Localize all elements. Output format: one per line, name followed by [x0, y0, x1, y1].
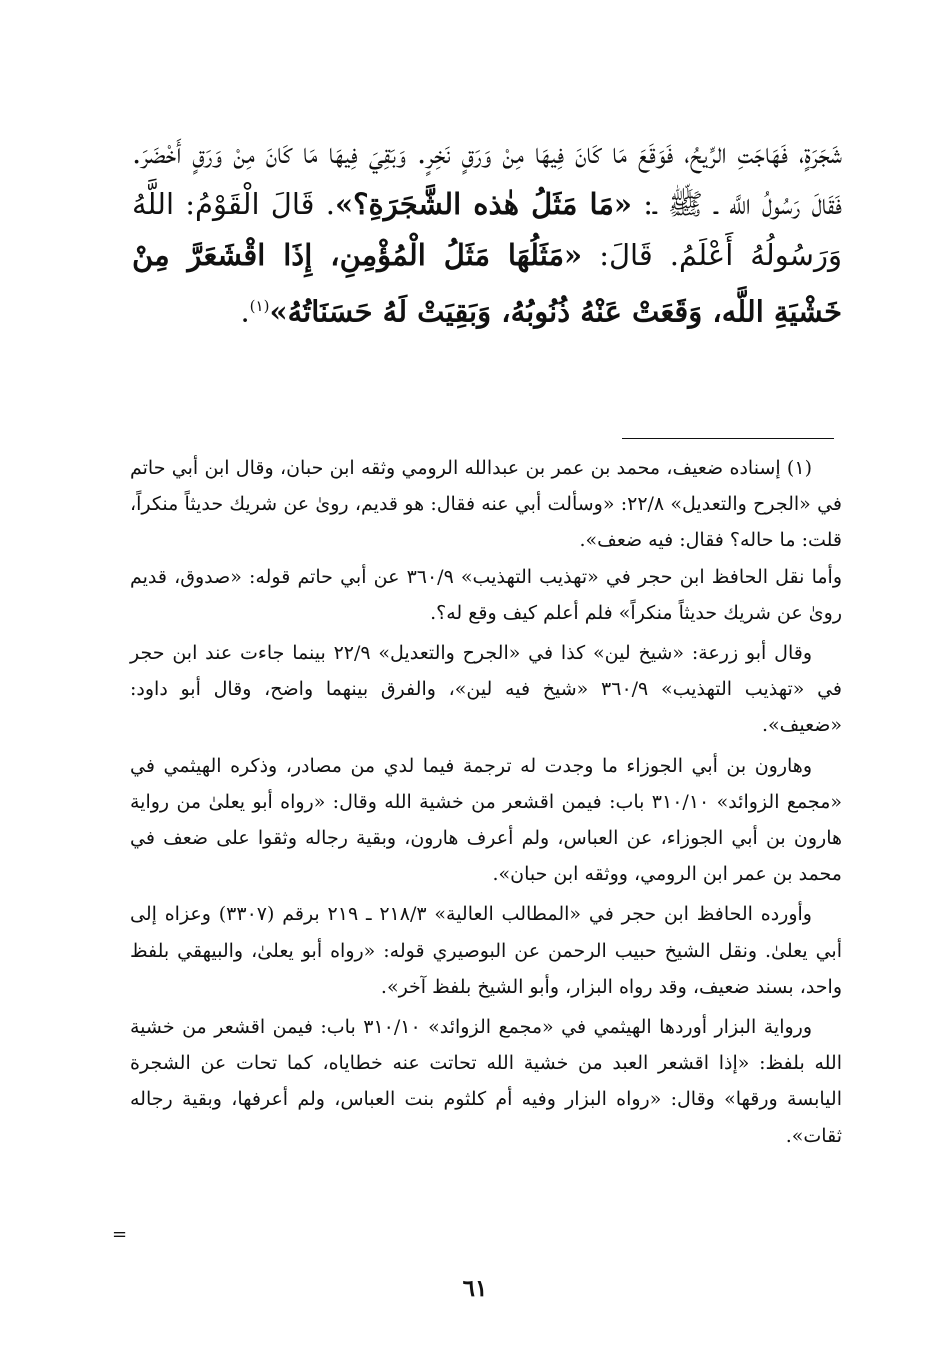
companions-reply: . قَالَ الْقَوْمُ: اللَّهُ وَرَسُولُهُ أَعْلَمُ. قَالَ:	[132, 187, 842, 272]
footnote-paragraph: ورواية البزار أوردها الهيثمي في «مجمع الزوائد» ٣١٠/١٠ باب: فيمن اقشعر من خشية الله بلفظ: «إذا اقشعر العبد من خشية الله تحاتت عنه خطاياه، كما تحات عن الشجرة اليابسة ورقها» وقال: «رواه البزار وفيه أم كلثوم بنت العباس، ولم أعرفها، وبقية رجاله ثقات».	[130, 1016, 842, 1147]
continuation-mark: =	[112, 1224, 128, 1245]
narrative-text: شَجَرَةٍ، فَهَاجَتِ الرِّيحُ، فَوَقَعَ مَا كَانَ فِيهَا مِنْ وَرَقٍ نَخِرٍ. وَبَقِيَ فِيهَا مَا كَانَ مِنْ وَرَقٍ أَخْضَرَ. فَقَالَ رَسُولُ اللَّه ـ ﷺ ـ:	[132, 136, 842, 221]
footnote-paragraph: وأما نقل الحافظ ابن حجر في «تهذيب التهذيب» ٣٦٠/٩ عن أبي حاتم قوله: «صدوق، قديم روىٰ عن شريك حديثاً منكراً» فلم أعلم كيف وقع له؟.	[130, 565, 842, 624]
footnote-paragraph: وأورده الحافظ ابن حجر في «المطالب العالية» ٢١٨/٣ ـ ٢١٩ برقم (٣٣٠٧) وعزاه إلى أبي يعلىٰ. ونقل الشيخ حبيب الرحمن عن البوصيري قوله: «رواه أبو يعلىٰ، والبيهقي بلفظ واحد، بسند ضعيف، وقد رواه البزار، وأبو الشيخ بلفظ آخر».	[130, 903, 842, 998]
prophet-question: «مَا مَثَلُ هٰذه الشَّجَرَةِ؟»	[335, 187, 632, 221]
footnotes-section	[130, 450, 842, 1154]
footnote-paragraph: وقال أبو زرعة: «شيخ لين» كذا في «الجرح والتعديل» ٢٢/٩ بينما جاءت عند ابن حجر في «تهذيب التهذيب» ٣٦٠/٩ «شيخ فيه لين»، والفرق بينهما واضح، وقال أبو داود: «ضعيف».	[130, 642, 842, 737]
prophet-answer: «مَثَلُهَا مَثَلُ الْمُؤْمِنِ، إِذَا اقْشَعَرَّ مِنْ خَشْيَةِ اللَّه، وَقَعَتْ عَنْهُ ذُنُوبُهُ، وَبَقِيَتْ لَهُ حَسَنَاتُهُ»	[132, 238, 842, 329]
main-hadith-text	[132, 128, 842, 338]
footnote-reference: (١)	[249, 297, 270, 315]
footnote-paragraph: (١) إسناده ضعيف، محمد بن عمر بن عبدالله الرومي وثقه ابن حبان، وقال ابن أبي حاتم في «الجرح والتعديل» ٢٢/٨: «وسألت أبي عنه فقال: هو قديم، روىٰ عن شريك حديثاً منكراً، قلت: ما حاله؟ فقال: فيه ضعف».	[130, 457, 842, 552]
sentence-end: .	[240, 294, 250, 329]
footnote-paragraph: وهارون بن أبي الجوزاء ما وجدت له ترجمة فيما لدي من مصادر، وذكره الهيثمي في «مجمع الزوائد» ٣١٠/١٠ باب: فيمن اقشعر من خشية الله وقال: «رواه أبو يعلىٰ من رواية هارون بن أبي الجوزاء، عن العباس، ولم أعرف هارون، وبقية رجاله وثقوا على ضعف في محمد بن عمر ابن الرومي، ووثقه ابن حبان».	[130, 754, 842, 886]
footnote-separator	[622, 438, 834, 439]
page-number: ٦١	[462, 1275, 488, 1302]
